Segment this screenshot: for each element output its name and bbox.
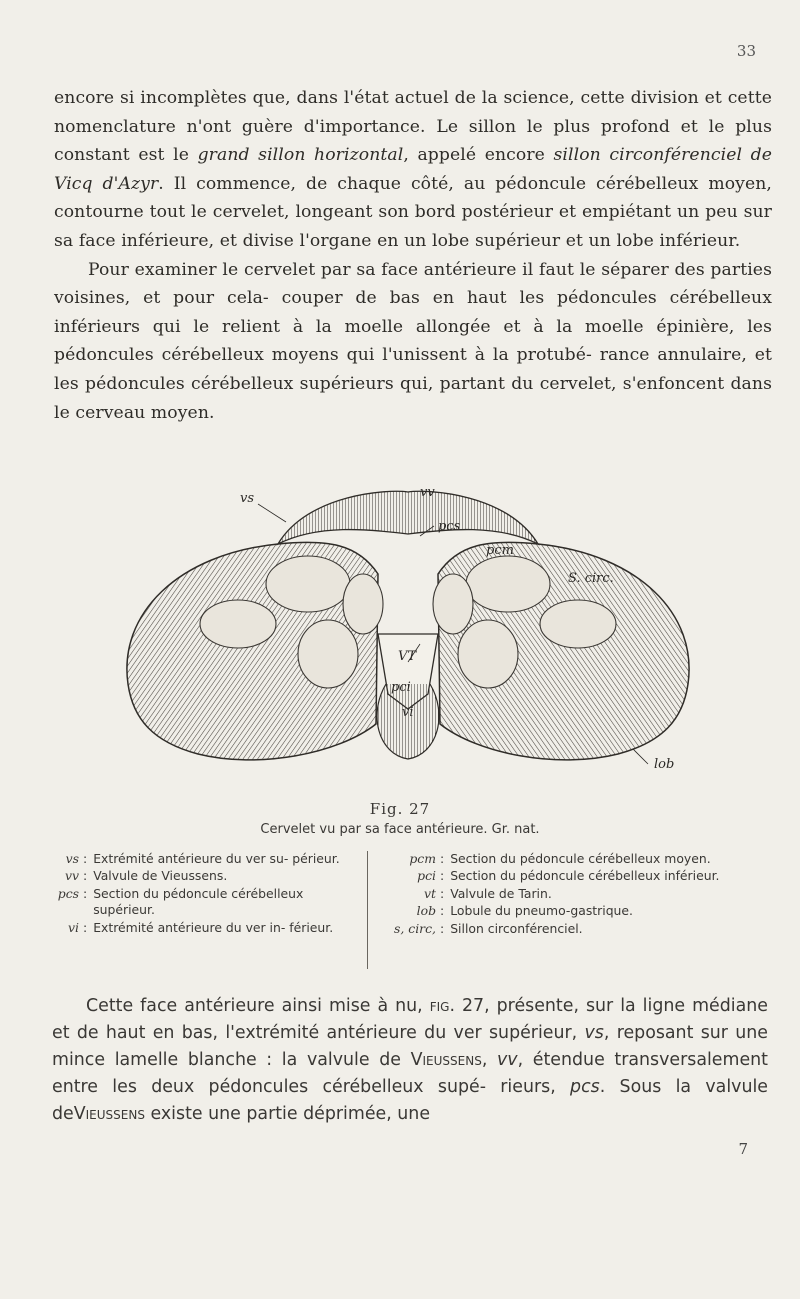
figure-caption: Cervelet vu par sa face antérieure. Gr. nat. <box>260 822 540 837</box>
term-sillon-circonferenciel: sillon circonférenciel de Vicq d'Azyr <box>54 145 772 194</box>
label-pcs: pcs <box>438 519 461 534</box>
body-text <box>54 84 772 427</box>
label-pcm: pcm <box>486 543 514 558</box>
legend-item: vt : Valvule de Tarin. <box>424 885 552 901</box>
signature-mark: 7 <box>738 1140 748 1158</box>
paragraph-1: encore si incomplètes que, dans l'état actuel de la science, cette division et cette nomenclature n'ont guère d'importance. Le sillon le plus profond et le plus constant est le grand sillon horizontal, appelé encore sillon circonférenciel de Vicq d'Azyr. Il commence, de chaque côté, au pédoncule cérébelleux moyen, contourne tout le cervelet, longeant son bord postérieur et empiétant un peu sur sa face inférieure, et divise l'organe en un lobe supérieur et un lobe inférieur. <box>54 88 772 251</box>
paragraph-2: Pour examiner le cervelet par sa face antérieure il faut le séparer des parties voisines, et pour cela- couper de bas en haut les pédoncules cérébelleux inférieurs qui le relient à la moelle allongée et à la moelle épinière, les pédoncules cérébelleux moyens qui l'unissent à la protubé- rance annulaire, et les pédoncules cérébelleux supérieurs qui, partant du cervelet, s'enfoncent dans le cerveau moyen. <box>54 259 772 423</box>
label-vv: vv <box>420 485 435 500</box>
label-vi: vi <box>402 705 414 720</box>
legend-item: pcm : Section du pédoncule cérébelleux moyen. <box>409 851 711 866</box>
legend-item: s, circ, : Sillon circonférenciel. <box>394 920 583 936</box>
legend-item: pci : Section du pédoncule cérébelleux inférieur. <box>417 868 720 884</box>
term-grand-sillon: grand sillon horizontal <box>197 145 404 166</box>
superior-vermis <box>278 491 538 544</box>
figure-number: Fig. 27 <box>369 800 431 818</box>
label-pci: pci <box>391 680 411 695</box>
label-lob: lob <box>654 757 675 772</box>
page-number: 33 <box>736 42 756 60</box>
legend-left-column <box>55 851 355 937</box>
figure-legend <box>55 851 775 973</box>
inferior-vermis <box>377 684 439 759</box>
bottom-paragraph: Cette face antérieure ainsi mise à nu, fig. 27, présente, sur la ligne médiane et de haut en bas, l'extrémité antérieure du ver supérieur, vs, reposant sur une mince lamelle blanche : la valvule de Vieussens, vv, étendue transversalement entre les deux pédoncules cérébelleux supé- rieurs, pcs. Sous la valvule deVieussens existe une partie déprimée, une <box>52 996 768 1124</box>
figure-reference: fig. 27 <box>429 996 485 1016</box>
cerebellum-figure <box>108 484 708 774</box>
label-s-circ: S. circ. <box>568 571 614 586</box>
legend-item: vv : Valvule de Vieussens. <box>65 868 228 884</box>
legend-item: vs : Extrémité antérieure du ver su- périeur. <box>65 851 340 866</box>
cerebellum-illustration <box>108 484 708 774</box>
legend-item: vi : Extrémité antérieure du ver in- férieur. <box>68 919 334 935</box>
label-vs: vs <box>240 491 255 506</box>
legend-item: lob : Lobule du pneumo-gastrique. <box>416 903 633 919</box>
legend-right-column <box>367 851 780 969</box>
label-vt: VT <box>398 649 417 664</box>
legend-item: pcs : Section du pédoncule cérébelleux supérieur. <box>57 885 304 918</box>
